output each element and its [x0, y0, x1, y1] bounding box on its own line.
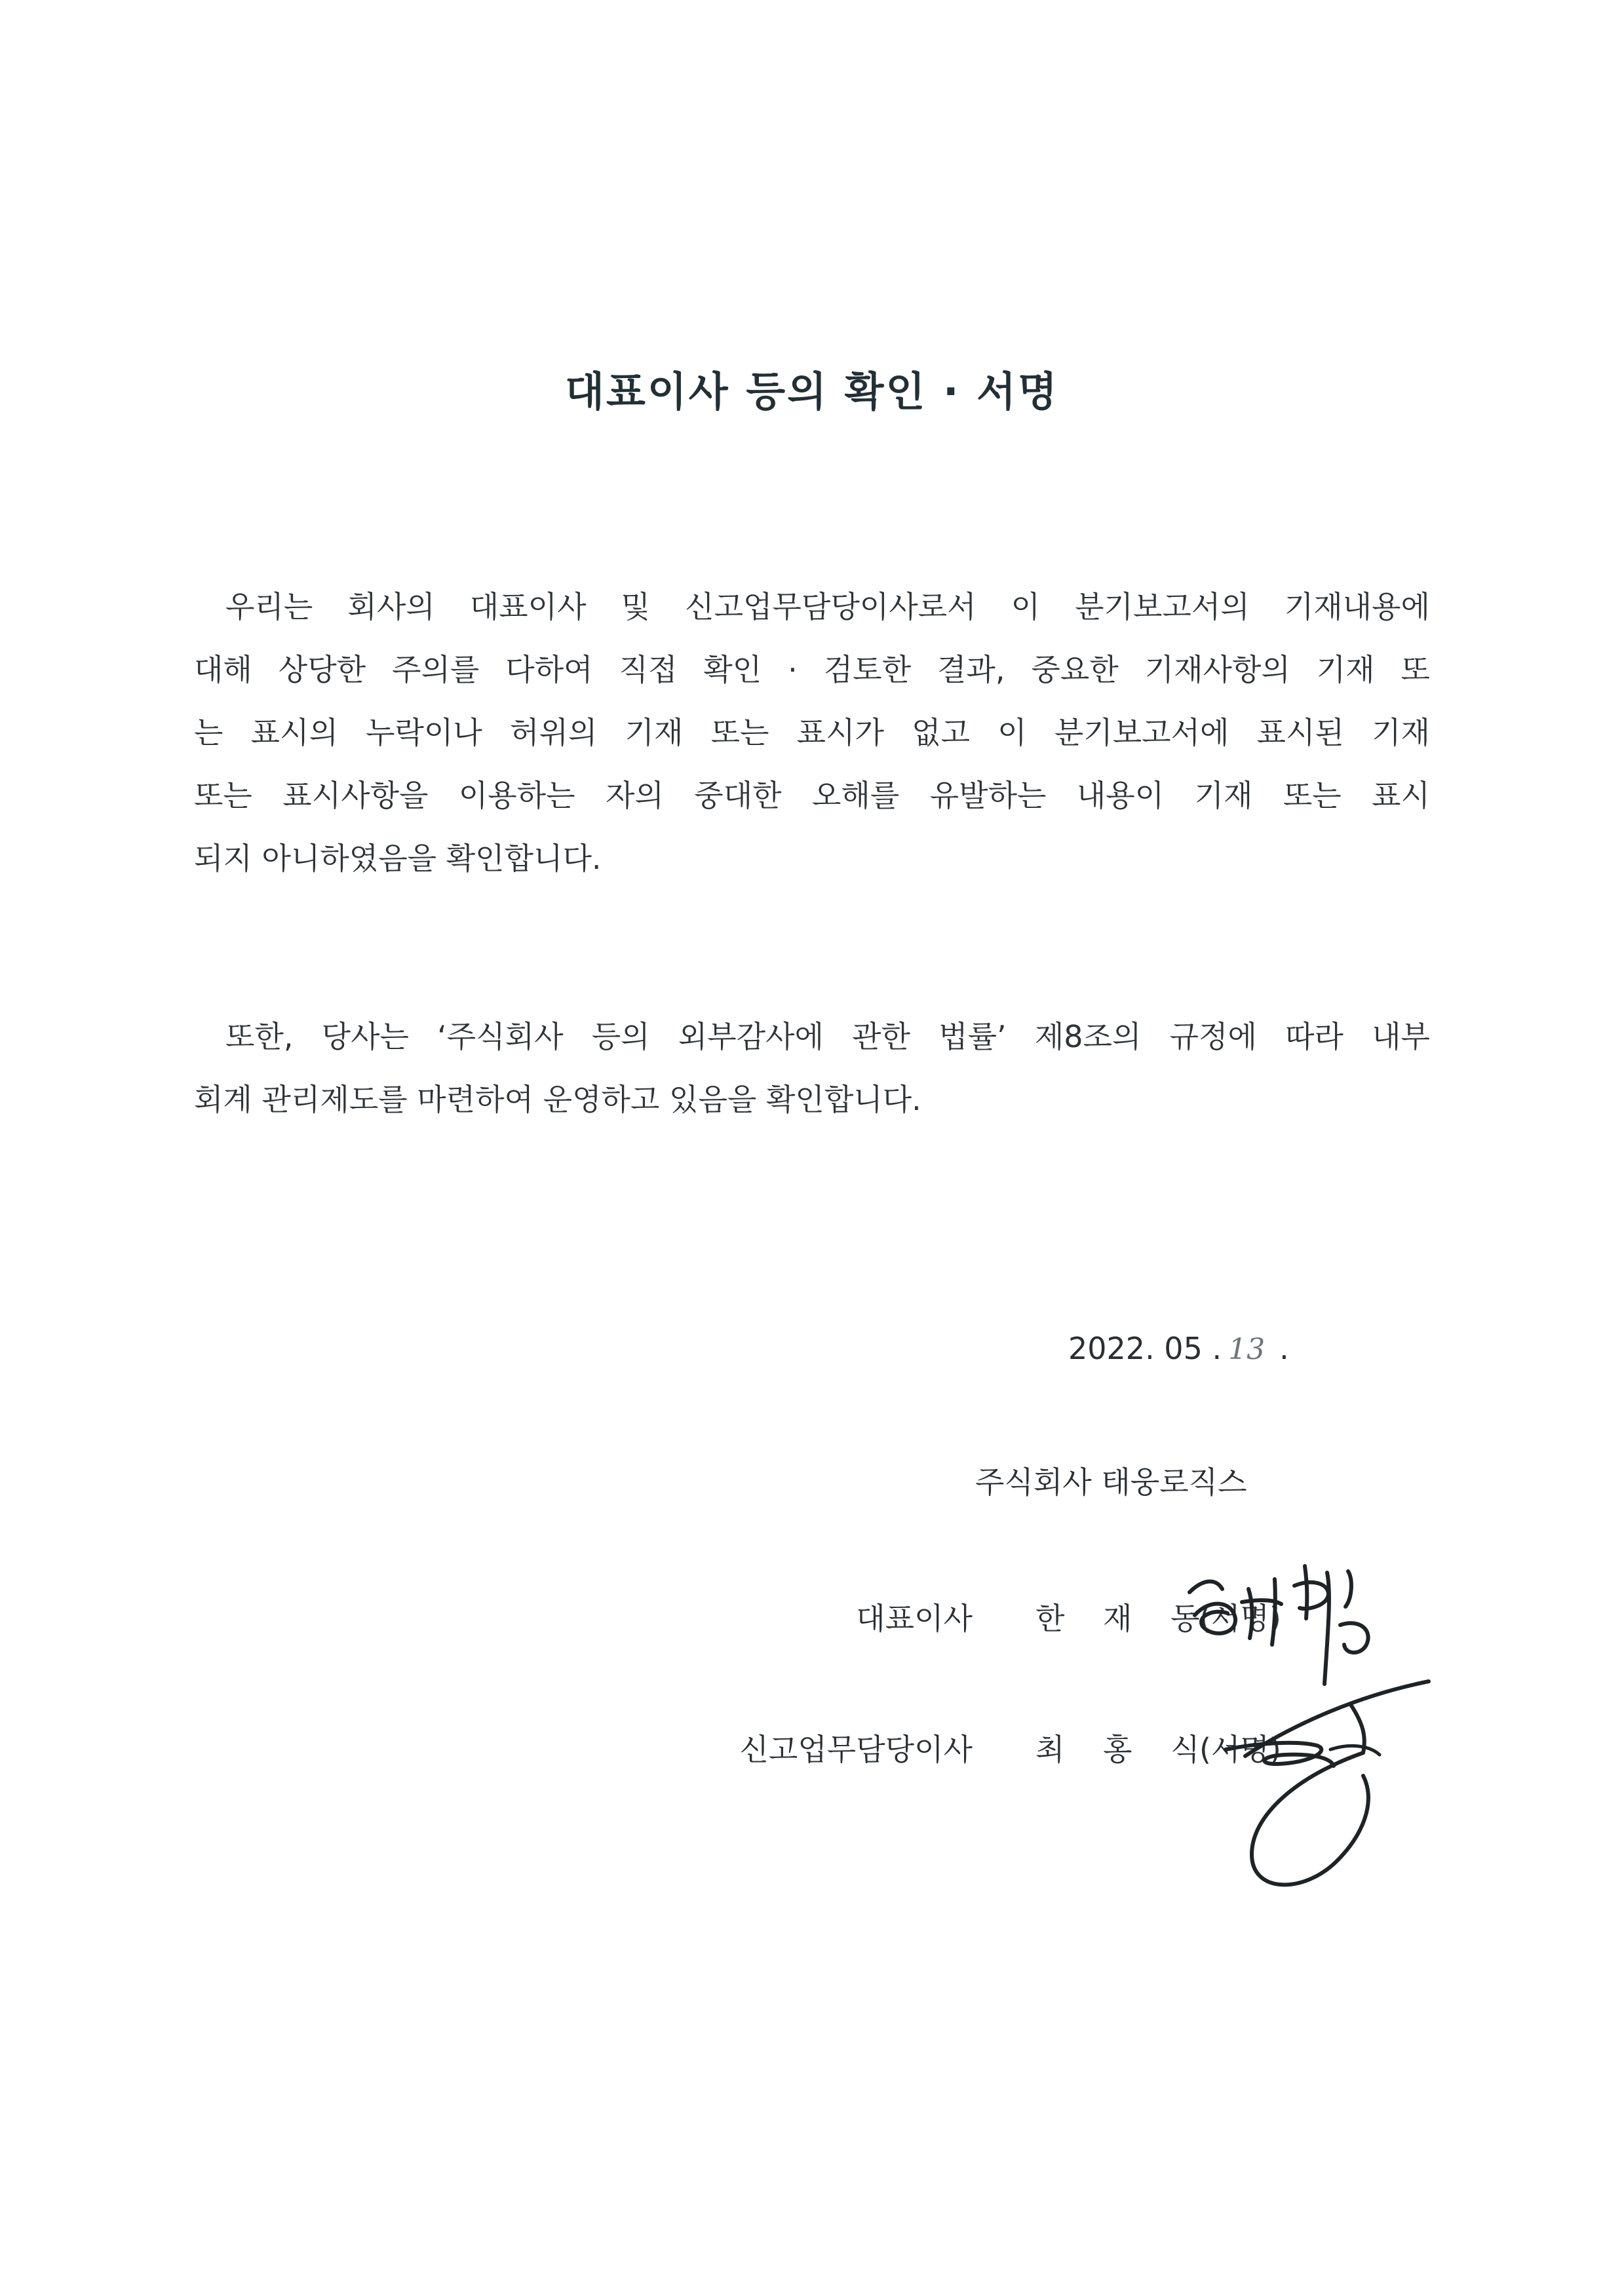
document-date	[1068, 1329, 1289, 1369]
paragraph-line: 또한, 당사는 ‘주식회사 등의 외부감사에 관한 법률’ 제8조의 규정에 따라 내부	[225, 1019, 1430, 1054]
signatory-role: 대표이사	[856, 1601, 973, 1636]
signatory-name: 한 재 동	[1035, 1601, 1214, 1636]
date-printed-suffix: .	[1279, 1331, 1289, 1366]
confirmation-paragraph	[194, 575, 1430, 890]
paragraph-line: 되지 아니하였음을 확인합니다.	[194, 841, 602, 876]
paragraph-line: 는 표시의 누락이나 허위의 기재 또는 표시가 없고 이 분기보고서에 표시된 기재	[194, 715, 1430, 750]
date-handwritten-day: 13	[1228, 1333, 1266, 1366]
signatory-role: 신고업무담당이사	[739, 1732, 973, 1767]
internal-control-paragraph	[194, 1005, 1430, 1131]
ceo-signature-line	[0, 1599, 1624, 1638]
paragraph-line: 대해 상당한 주의를 다하여 직접 확인 · 검토한 결과, 중요한 기재사항의 기재 또	[194, 652, 1430, 687]
reporting-officer-signature-line	[0, 1730, 1624, 1769]
ceo-handwritten-signature	[1176, 1553, 1412, 1723]
paragraph-line: 회계 관리제도를 마련하여 운영하고 있음을 확인합니다.	[194, 1082, 921, 1117]
paragraph-line: 또는 표시사항을 이용하는 자의 중대한 오해를 유발하는 내용이 기재 또는 표시	[194, 778, 1430, 813]
paragraph-line: 우리는 회사의 대표이사 및 신고업무담당이사로서 이 분기보고서의 기재내용에	[225, 589, 1430, 624]
reporting-officer-handwritten-signature	[1199, 1677, 1461, 1900]
signature-mark: (서명)	[1199, 1732, 1281, 1767]
date-printed-prefix: 2022. 05 .	[1068, 1331, 1222, 1366]
page-title: 대표이사 등의 확인 · 서명	[565, 368, 1059, 415]
company-name: 주식회사 태웅로직스	[975, 1464, 1247, 1500]
signatory-name: 최 홍 식	[1035, 1732, 1214, 1767]
signature-mark: (서명)	[1199, 1601, 1281, 1636]
